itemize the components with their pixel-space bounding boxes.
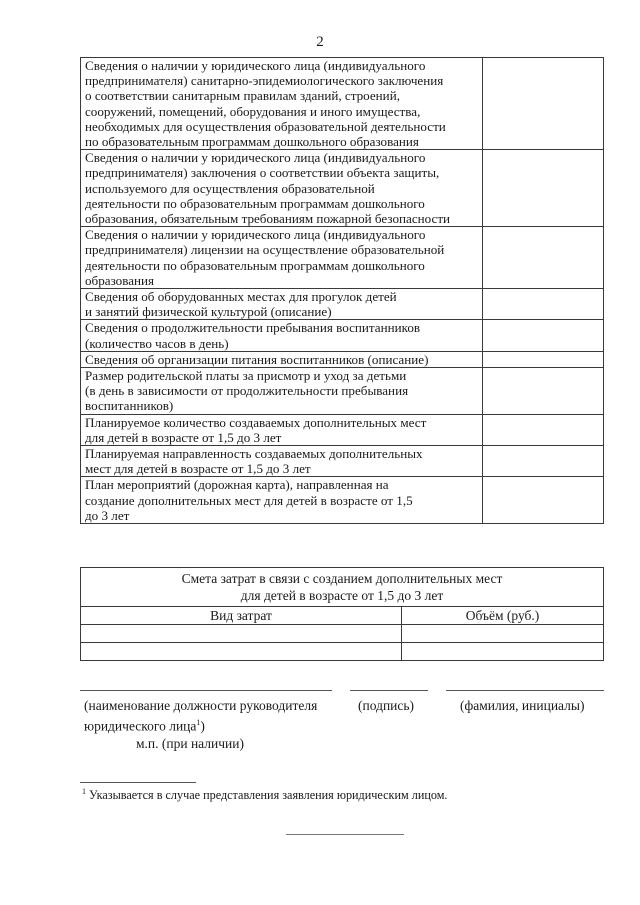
info-row-label-line: образования, обязательным требованиям пожарной безопасности <box>85 211 451 227</box>
info-row-label-line: образования <box>85 272 155 288</box>
info-row-label-line: предпринимателя) заключения о соответствии объекта защиты, <box>85 165 440 181</box>
name-line <box>446 690 604 691</box>
info-row <box>81 351 604 367</box>
signature-caption: (подпись) <box>358 698 415 713</box>
info-row-label <box>81 58 483 150</box>
cost-volume-cell[interactable] <box>402 643 604 661</box>
signature-line <box>350 690 428 691</box>
info-row-label <box>81 227 483 289</box>
info-row-label <box>81 289 483 320</box>
info-row-label-line: и занятий физической культурой (описание) <box>85 304 332 320</box>
info-row-label-line: Планируемое количество создаваемых дополнительных мест <box>85 414 427 430</box>
footnote-reference: 1 <box>196 718 201 727</box>
cost-table-title <box>81 568 604 607</box>
stamp-caption: м.п. (при наличии) <box>136 736 244 751</box>
info-row <box>81 289 604 320</box>
info-row-label-line: Сведения об организации питания воспитанников (описание) <box>85 351 429 367</box>
info-row <box>81 227 604 289</box>
position-line <box>80 690 332 691</box>
info-row <box>81 368 604 415</box>
info-row <box>81 446 604 477</box>
cost-type-cell[interactable] <box>81 625 402 643</box>
cost-col-volume-header: Объём (руб.) <box>402 607 604 625</box>
info-row-value[interactable] <box>482 446 603 477</box>
info-row-value[interactable] <box>482 289 603 320</box>
bottom-rule <box>286 834 404 835</box>
info-row <box>81 320 604 351</box>
footnote-separator <box>80 782 196 783</box>
info-row-label <box>81 446 483 477</box>
info-row-label-line: о соответствии санитарным правилам зданий, строений, <box>85 88 400 104</box>
position-caption-line2: юридического лица$^1$) <box>84 718 205 734</box>
info-row-label-line: создание дополнительных мест для детей в возрасте от 1,5 <box>85 492 413 508</box>
footnote-text: Указывается в случае представления заявления юридическим лицом. <box>86 788 448 803</box>
info-row-label-line: Сведения о наличии у юридического лица (индивидуального <box>85 58 426 73</box>
info-row-label-line: мест для детей в возрасте от 1,5 до 3 лет <box>85 461 311 477</box>
info-row-label-line: предпринимателя) санитарно-эпидемиологического заключения <box>85 73 444 89</box>
cost-row <box>81 643 604 661</box>
cost-estimate-table <box>80 567 604 661</box>
info-row-value[interactable] <box>482 351 603 367</box>
info-row <box>81 58 604 150</box>
info-row-value[interactable] <box>482 477 603 524</box>
info-row <box>81 477 604 524</box>
info-row-label-line: до 3 лет <box>85 507 130 523</box>
cost-title-line1: Смета затрат в связи с созданием дополнительных мест <box>181 571 503 586</box>
info-row-label-line: Размер родительской платы за присмотр и уход за детьми <box>85 368 407 384</box>
info-row-value[interactable] <box>482 414 603 445</box>
info-row-label <box>81 477 483 524</box>
cost-col-type-header: Вид затрат <box>81 607 402 625</box>
info-row-label <box>81 150 483 227</box>
info-row-value[interactable] <box>482 227 603 289</box>
footnote <box>82 787 447 803</box>
info-row-label <box>81 320 483 351</box>
info-row-label-line: деятельности по образовательным программам дошкольного <box>85 257 425 273</box>
info-row-label-line: Сведения об оборудованных местах для прогулок детей <box>85 289 397 305</box>
page-number: 2 <box>316 34 324 50</box>
info-row-label-line: необходимых для осуществления образовательной деятельности <box>85 118 446 134</box>
info-row-label-line: (количество часов в день) <box>85 335 229 351</box>
info-row-label-line: Сведения о продолжительности пребывания воспитанников <box>85 320 421 336</box>
info-row-value[interactable] <box>482 368 603 415</box>
info-row-value[interactable] <box>482 150 603 227</box>
info-row-label-line: (в день в зависимости от продолжительности пребывания <box>85 383 409 399</box>
info-row-label-line: Сведения о наличии у юридического лица (индивидуального <box>85 227 426 243</box>
name-caption: (фамилия, инициалы) <box>460 698 585 713</box>
cost-row <box>81 625 604 643</box>
info-row-label <box>81 368 483 415</box>
info-row-label-line: используемого для осуществления образовательной <box>85 180 375 196</box>
info-row-label-line: деятельности по образовательным программам дошкольного <box>85 195 425 211</box>
info-row <box>81 150 604 227</box>
info-row-label-line: сооружений, помещений, оборудования и иного имущества, <box>85 103 421 119</box>
cost-type-cell[interactable] <box>81 643 402 661</box>
position-caption-line1: (наименование должности руководителя <box>84 698 318 713</box>
info-row-label-line: План мероприятий (дорожная карта), направленная на <box>85 477 389 493</box>
info-row-label <box>81 351 483 367</box>
info-row <box>81 414 604 445</box>
info-row-label-line: предпринимателя) лицензии на осуществление образовательной <box>85 242 445 258</box>
cost-title-line2: для детей в возрасте от 1,5 до 3 лет <box>240 588 444 603</box>
info-row-value[interactable] <box>482 58 603 150</box>
footnote-mark: 1 <box>82 787 86 796</box>
info-row-value[interactable] <box>482 320 603 351</box>
cost-volume-cell[interactable] <box>402 625 604 643</box>
info-row-label-line: воспитанников) <box>85 398 174 414</box>
info-table <box>80 57 604 524</box>
info-row-label-line: Сведения о наличии у юридического лица (индивидуального <box>85 150 426 166</box>
info-row-label-line: для детей в возрасте от 1,5 до 3 лет <box>85 429 282 445</box>
info-table-body <box>81 58 604 524</box>
info-row-label <box>81 414 483 445</box>
info-row-label-line: по образовательным программам дошкольного образования <box>85 134 419 150</box>
info-row-label-line: Планируемая направленность создаваемых дополнительных <box>85 446 423 462</box>
position-caption <box>84 697 317 735</box>
